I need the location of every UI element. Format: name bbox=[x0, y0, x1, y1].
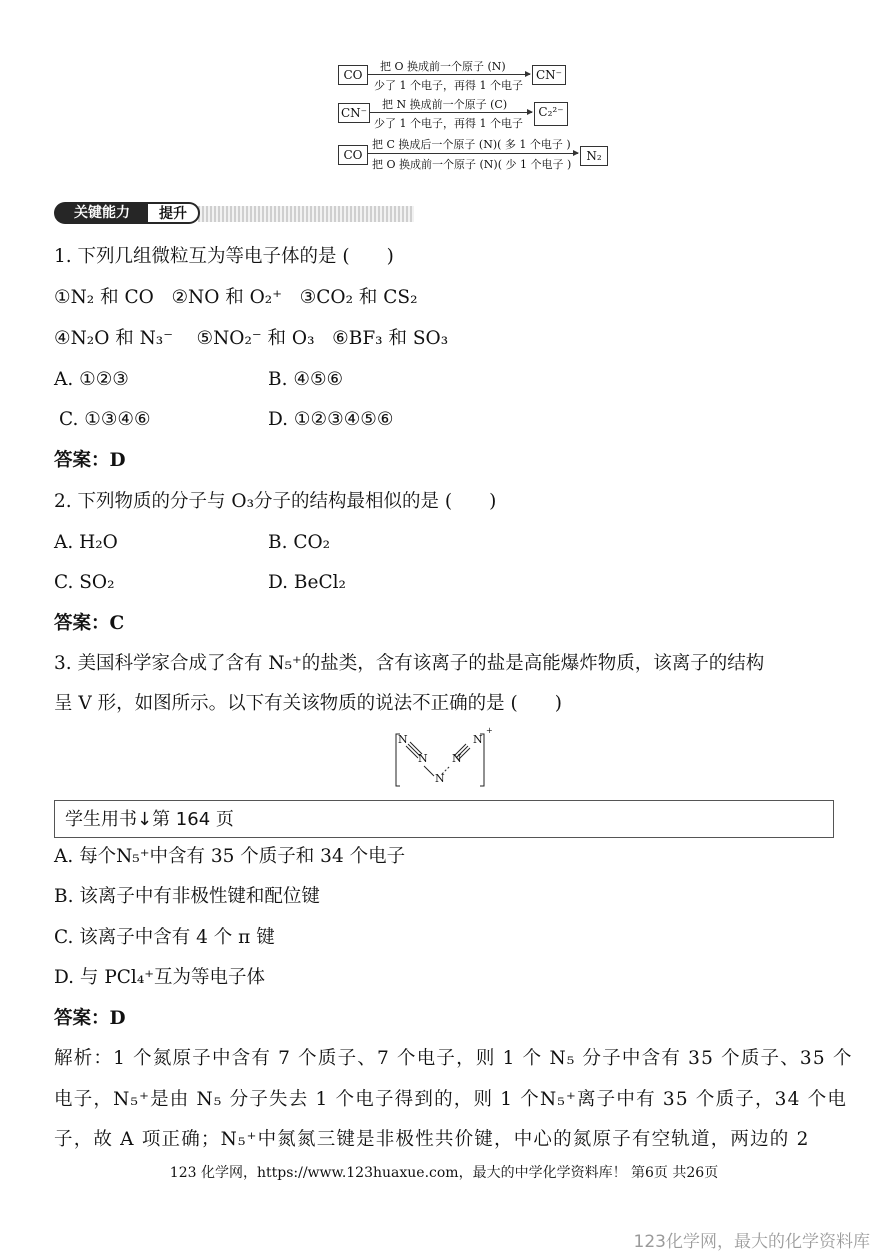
diagram-step-text: 把 O 换成前一个原子 (N)( 少 1 个电子 ) bbox=[372, 158, 572, 171]
q2-option-c: C. SO₂ bbox=[54, 572, 115, 593]
q1-pair: ①N₂ 和 CO bbox=[54, 287, 154, 308]
diagram-step-text: 把 O 换成前一个原子 (N) bbox=[380, 60, 506, 73]
diagram-box-co-1: CO bbox=[338, 65, 368, 85]
q2-option-a: A. H₂O bbox=[54, 532, 118, 553]
diagram-box-cn: CN⁻ bbox=[532, 65, 566, 85]
answer-value: D bbox=[109, 1008, 126, 1029]
q1-option-a: A. ①②③ bbox=[54, 369, 129, 390]
diagram-step-text: 少了 1 个电子，再得 1 个电子 bbox=[374, 117, 523, 130]
n5-atom: N bbox=[418, 752, 428, 765]
section-banner-title: 关键能力 bbox=[54, 202, 150, 224]
q2-option-d: D. BeCl₂ bbox=[268, 572, 346, 593]
q2-option-b: B. CO₂ bbox=[268, 532, 331, 553]
diagram-box-cn-2: CN⁻ bbox=[338, 103, 370, 123]
q2-answer bbox=[54, 612, 124, 636]
q1-pair: ⑤NO₂⁻ 和 O₃ bbox=[196, 328, 315, 349]
answer-value: D bbox=[109, 450, 126, 471]
diagram-step-text: 把 N 换成前一个原子 (C) bbox=[382, 98, 508, 111]
q1-pair: ②NO 和 O₂⁺ bbox=[171, 287, 282, 308]
q1-pair: ⑥BF₃ 和 SO₃ bbox=[332, 328, 449, 349]
q3-stem-line2: 呈 V 形，如图所示。以下有关该物质的说法不正确的是 ( ) bbox=[54, 693, 562, 714]
q3-option-d: D. 与 PCl₄⁺互为等电子体 bbox=[54, 967, 266, 988]
q3-analysis-line: 电子，N₅⁺是由 N₅ 分子失去 1 个电子得到的，则 1 个N₅⁺离子中有 35 个质子，34 个电 bbox=[54, 1089, 848, 1110]
diagram-box-c2: C₂²⁻ bbox=[534, 102, 568, 126]
n5-atom: N bbox=[452, 752, 462, 765]
q3-option-b: B. 该离子中有非极性键和配位键 bbox=[54, 886, 320, 907]
arrow-icon bbox=[368, 74, 530, 75]
q3-answer bbox=[54, 1007, 126, 1031]
answer-value: C bbox=[109, 613, 125, 634]
q3-option-c: C. 该离子中含有 4 个 π 键 bbox=[54, 927, 275, 948]
n5-atom: N bbox=[473, 733, 483, 746]
answer-label: 答案： bbox=[54, 1008, 110, 1029]
q1-pair: ④N₂O 和 N₃⁻ bbox=[54, 328, 173, 349]
diagram-step-text: 少了 1 个电子，再得 1 个电子 bbox=[374, 79, 523, 92]
arrow-icon bbox=[368, 153, 578, 154]
diagram-box-co-3: CO bbox=[338, 145, 368, 165]
q3-analysis-line: 解析：1 个氮原子中含有 7 个质子、7 个电子，则 1 个 N₅ 分子中含有 35 个质子、35 个 bbox=[54, 1048, 853, 1069]
n5-charge: + bbox=[486, 726, 493, 735]
page-footer: 123 化学网，https://www.123huaxue.com，最大的中学化学资料库！ 第6页 共26页 bbox=[169, 1165, 719, 1181]
q2-stem: 2. 下列物质的分子与 O₃分子的结构最相似的是 ( ) bbox=[54, 491, 497, 512]
q1-pairs-row1 bbox=[54, 286, 418, 310]
answer-label: 答案： bbox=[54, 613, 110, 634]
n5-atom: N bbox=[398, 733, 408, 746]
q3-stem-line1: 3. 美国科学家合成了含有 N₅⁺的盐类，含有该离子的盐是高能爆炸物质，该离子的结构 bbox=[54, 653, 765, 674]
q3-analysis-line: 子，故 A 项正确；N₅⁺中氮氮三键是非极性共价键，中心的氮原子有空轨道，两边的 2 bbox=[54, 1129, 810, 1150]
section-banner-subtitle: 提升 bbox=[148, 202, 200, 224]
answer-label: 答案： bbox=[54, 450, 110, 471]
arrow-icon bbox=[370, 112, 532, 113]
banner-decoration bbox=[198, 206, 414, 222]
q1-pair: ③CO₂ 和 CS₂ bbox=[299, 287, 418, 308]
diagram-step-text: 把 C 换成后一个原子 (N)( 多 1 个电子 ) bbox=[372, 138, 571, 151]
n5-atom: N bbox=[435, 772, 445, 785]
textbook-reference: 学生用书↓第 164 页 bbox=[65, 809, 234, 830]
q1-option-c: C. ①③④⑥ bbox=[59, 409, 151, 430]
textbook-reference-box bbox=[54, 800, 834, 838]
diagram-box-n2: N₂ bbox=[580, 146, 608, 166]
q1-stem: 1. 下列几组微粒互为等电子体的是 ( ) bbox=[54, 246, 394, 267]
q1-option-b: B. ④⑤⑥ bbox=[268, 369, 344, 390]
q1-pairs-row2 bbox=[54, 327, 448, 351]
watermark: 123化学网，最大的化学资料库 bbox=[633, 1232, 870, 1252]
q3-option-a: A. 每个N₅⁺中含有 35 个质子和 34 个电子 bbox=[54, 846, 406, 867]
q1-answer bbox=[54, 449, 126, 473]
q1-option-d: D. ①②③④⑤⑥ bbox=[268, 409, 394, 430]
